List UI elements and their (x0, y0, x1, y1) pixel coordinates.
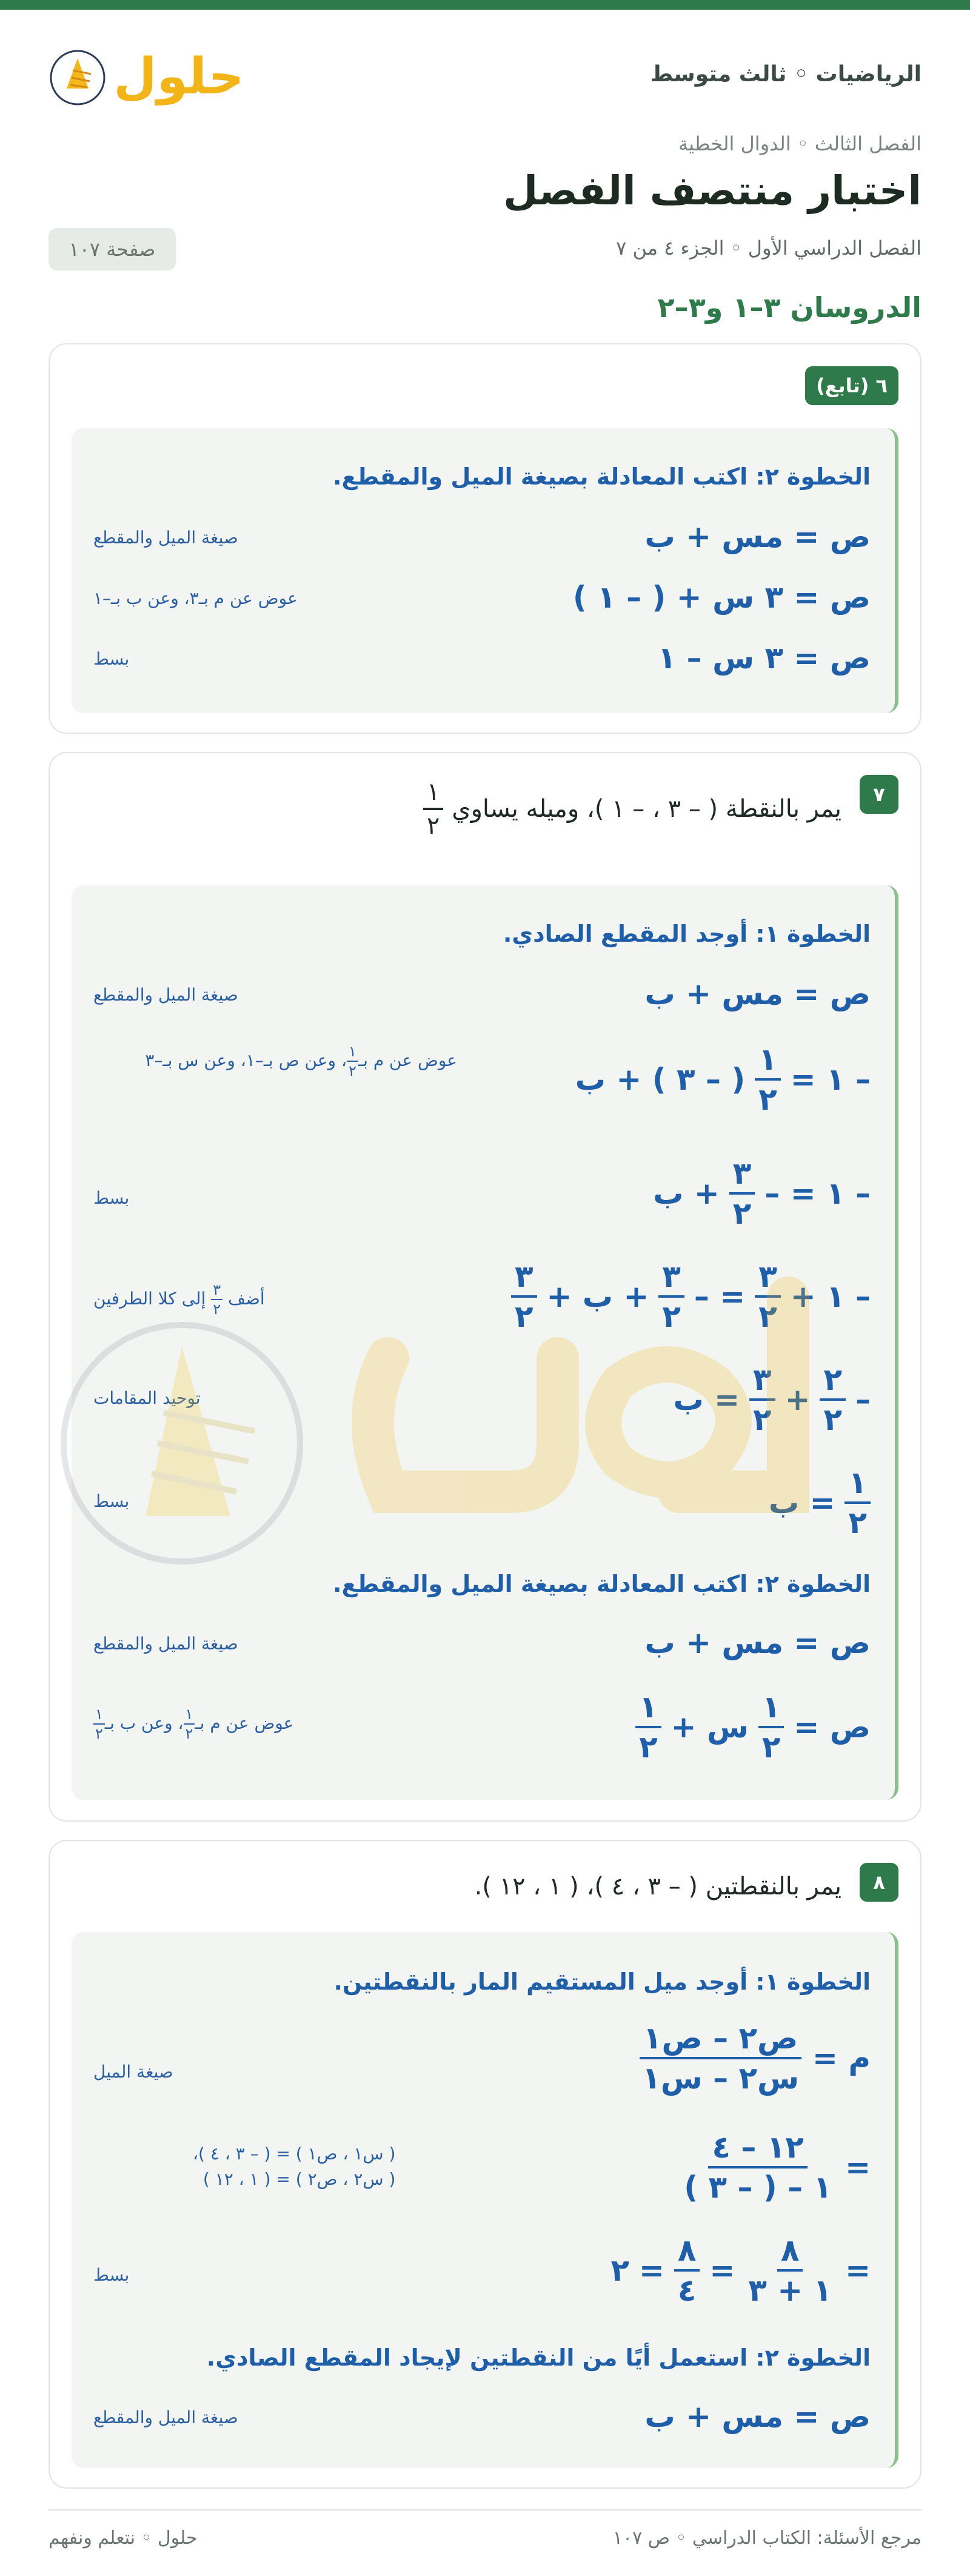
equation: – ١ = $\frac{١}{٢}$ ( – ٣ ) + ب (575, 1042, 871, 1117)
step-heading: الخطوة ١: أوجد ميل المستقيم المار بالنقطتين. (333, 1968, 871, 1995)
equation: م = $\frac{\text{ص٢ – ص١}}{\text{س٢ – س١}}$ (638, 2023, 871, 2093)
equation: ص = مس + ب (644, 519, 871, 554)
footer-divider (48, 2509, 921, 2511)
step-heading: الخطوة ١: أوجد المقطع الصادي. (503, 921, 871, 947)
step-note: صيغة الميل والمقطع (93, 2407, 238, 2427)
fraction: $\frac{٣}{٢}$ (749, 1364, 775, 1435)
step-note: بسط (93, 1491, 130, 1511)
step-note: بسط (93, 649, 130, 669)
equation: ص = $\frac{١}{٢}$ س + $\frac{١}{٢}$ (635, 1692, 871, 1762)
question-badge: ٧ (860, 775, 898, 814)
equation: ص = ٣ س – ١ (657, 640, 871, 676)
footer-reference: مرجع الأسئلة: الكتاب الدراسي ◦ ص ١٠٧ (612, 2527, 921, 2549)
question-badge: ٨ (860, 1863, 898, 1902)
question-text-body: يمر بالنقطة ( – ٣ ، – ١ )، وميله يساوي (452, 795, 841, 823)
equation: ص = مس + ب (644, 2399, 871, 2434)
equation: ص = ٣ س + ( – ١ ) (572, 580, 871, 615)
fraction: $\frac{٣}{٢}$ (729, 1158, 755, 1229)
step-heading: الخطوة ٢: اكتب المعادلة بصيغة الميل والمقطع. (333, 463, 871, 490)
fraction: $\frac{١}{٢}$ (755, 1044, 781, 1115)
step-note: عوض عن م بـ٣، وعن ب بـ–١ (93, 588, 298, 608)
fraction: $\frac{١}{٢}$ (845, 1467, 871, 1538)
step-note: صيغة الميل (93, 2062, 173, 2082)
fraction: $\frac{٨}{١ + ٣}$ (748, 2233, 832, 2308)
step-note: صيغة الميل والمقطع (93, 528, 238, 548)
step-heading: الخطوة ٢: استعمل أيًا من النقطتين لإيجاد المقطع الصادي. (206, 2344, 871, 2371)
logo-icon (48, 40, 244, 110)
step-note: ( س١ ، ص١ ) = ( – ٣ ، ٤ )، ( س٢ ، ص٢ ) = ( ١ ، ١٢ ) (193, 2144, 396, 2189)
top-accent-bar (0, 0, 970, 10)
step-note: صيغة الميل والمقطع (93, 985, 238, 1005)
equation: ص = مس + ب (644, 1625, 871, 1660)
question-text (423, 780, 841, 838)
page-title: اختبار منتصف الفصل (503, 167, 921, 214)
equation: = $\frac{١٢ - ٤}{١ - ( - ٣ )}$ (680, 2132, 871, 2202)
step-note: عوض عن م بـ $\frac{١}{٢}$ ، وعن ب بـ $\frac{١}{٢}$ (93, 1707, 294, 1741)
question-card-7 (48, 752, 921, 1822)
question-badge: ٦ (تابع) (805, 366, 898, 405)
footer-brand: حلول ◦ نتعلم ونفهم (48, 2527, 198, 2549)
solution-panel (72, 1932, 898, 2468)
question-card-6 (48, 343, 921, 734)
chapter-label: الفصل الثالث ◦ الدوال الخطية (678, 132, 921, 155)
fraction: $\frac{٣}{٢}$ (511, 1261, 537, 1332)
step-note: أضف $\frac{٣}{٢}$ إلى كلا الطرفين (93, 1281, 265, 1318)
svg-text:حلول: حلول (113, 48, 244, 106)
fraction: $\frac{١}{٢}$ (758, 1692, 784, 1762)
step-heading: الخطوة ٢: اكتب المعادلة بصيغة الميل والمقطع. (333, 1571, 871, 1597)
fraction: $\frac{١}{٢}$ (635, 1692, 661, 1762)
subject-label: الرياضيات ◦ ثالث متوسط (650, 62, 921, 87)
fraction: $\frac{٢}{٢}$ (820, 1364, 846, 1435)
equation: = $\frac{٨}{١ + ٣}$ = $\frac{٨}{٤}$ = ٢ (610, 2233, 871, 2308)
equation: – ١ = – $\frac{٣}{٢}$ + ب (653, 1156, 871, 1231)
equation: $\frac{١}{٢}$ = ب (769, 1467, 871, 1538)
equation: – $\frac{٢}{٢}$ + $\frac{٣}{٢}$ = ب (673, 1362, 871, 1437)
section-title: الدروسان ٣–١ و٣–٢ (657, 291, 921, 324)
question-text: يمر بالنقطتين ( – ٣ ، ٤ )، ( ١ ، ١٢ ). (474, 1873, 841, 1900)
step-note: توحيد المقامات (93, 1388, 201, 1408)
question-card-8 (48, 1840, 921, 2489)
page-header (48, 34, 921, 113)
fraction: $\frac{١٢ - ٤}{١ - ( - ٣ )}$ (684, 2130, 832, 2205)
equation: – ١ + $\frac{٣}{٢}$ = – $\frac{٣}{٢}$ + ب + $\frac{٣}{٢}$ (511, 1261, 871, 1332)
step-note: بسط (93, 2265, 130, 2285)
semester-label: الفصل الدراسي الأول ◦ الجزء ٤ من ٧ (616, 236, 921, 260)
step-note: عوض عن م بـ $\frac{١}{٢}$ ، وعن ص بـ–١، وعن س بـ–٣ (145, 1043, 457, 1079)
fraction: $\frac{٣}{٢}$ (755, 1261, 781, 1332)
solution-panel (72, 885, 898, 1800)
fraction: $\frac{٨}{٤}$ (674, 2235, 700, 2306)
fraction: $\frac{٣}{٢}$ (658, 1261, 684, 1332)
step-note: صيغة الميل والمقطع (93, 1634, 238, 1654)
solution-panel (72, 428, 898, 713)
slope-fraction: $\frac{١}{٢}$ (423, 780, 443, 838)
fraction: $\frac{\text{ص٢ – ص١}}{\text{س٢ – س١}}$ (638, 2023, 803, 2093)
step-note: بسط (93, 1188, 130, 1208)
equation: ص = مس + ب (644, 976, 871, 1011)
page-number-badge: صفحة ١٠٧ (48, 228, 176, 270)
